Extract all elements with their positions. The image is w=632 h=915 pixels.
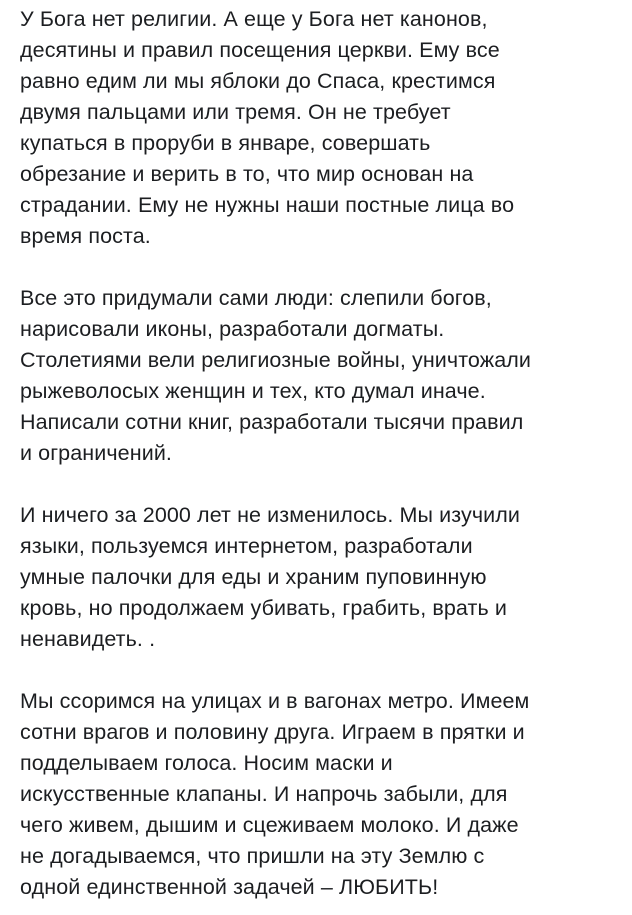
text-line: десятины и правил посещения церкви. Ему все [20,38,500,62]
text-line: кровь, но продолжаем убивать, грабить, врать и [20,596,507,620]
text-line: Столетиями вели религиозные войны, уничтожали [20,348,532,372]
paragraph-2 [20,283,618,469]
paragraph-3 [20,500,618,655]
text-line: нарисовали иконы, разработали догматы. [20,317,445,341]
text-line: рыжеволосых женщин и тех, кто думал иначе. [20,379,486,403]
text-line: обрезание и верить в то, что мир основан на [20,162,474,186]
text-line: ненавидеть. . [20,627,156,651]
text-line: купаться в проруби в январе, совершать [20,131,431,155]
text-line: Написали сотни книг, разработали тысячи правил [20,410,524,434]
text-line: страдании. Ему не нужны наши постные лица во [20,193,515,217]
text-line: одной единственной задачей – ЛЮБИТЬ! [20,875,439,899]
text-line: У Бога нет религии. А еще у Бога нет канонов, [20,7,488,31]
text-line: языки, пользуемся интернетом, разработали [20,534,473,558]
text-line: не догадываемся, что пришли на эту Землю с [20,844,485,868]
text-line: умные палочки для еды и храним пуповинную [20,565,487,589]
text-line: Все это придумали сами люди: слепили богов, [20,286,492,310]
text-line: время поста. [20,224,151,248]
text-line: искусственные клапаны. И напрочь забыли, для [20,782,508,806]
text-line: сотни врагов и половину друга. Играем в прятки и [20,720,525,744]
text-line: равно едим ли мы яблоки до Спаса, крестимся [20,69,496,93]
paragraph-1 [20,4,618,252]
text-line: двумя пальцами или тремя. Он не требует [20,100,451,124]
text-line: И ничего за 2000 лет не изменилось. Мы изучили [20,503,520,527]
text-line: подделываем голоса. Носим маски и [20,751,393,775]
paragraph-4 [20,686,618,903]
text-line: и ограничений. [20,441,173,465]
text-line: Мы ссоримся на улицах и в вагонах метро. Имеем [20,689,530,713]
text-line: чего живем, дышим и сцеживаем молоко. И даже [20,813,519,837]
